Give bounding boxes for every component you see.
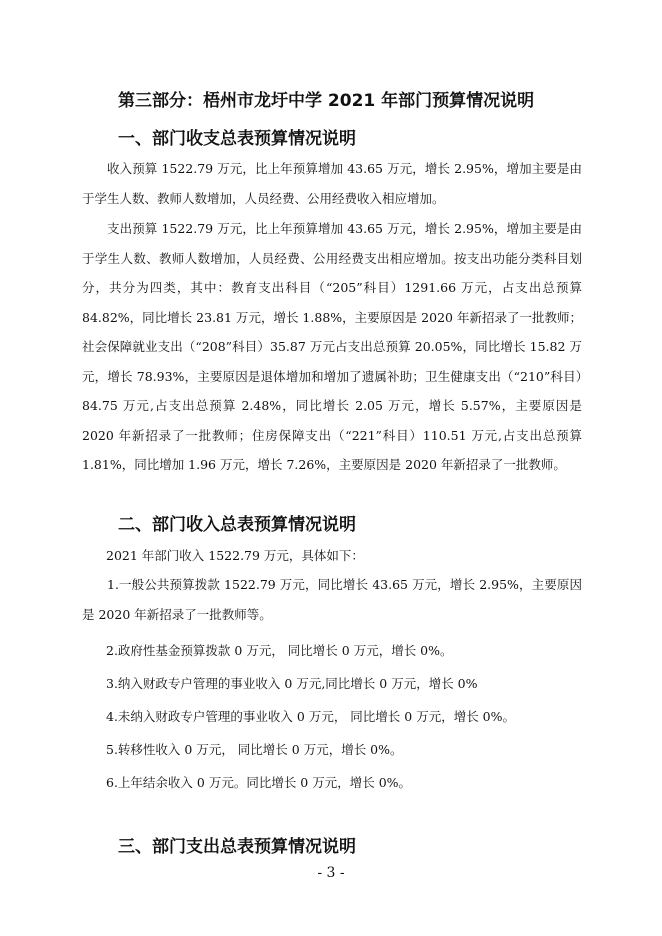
section-2-item-1: 1.一般公共预算拨款 1522.79 万元，同比增长 43.65 万元，增长 2.95%，主要原因是 2020 年新招录了一批教师等。 xyxy=(82,577,582,622)
section-2-item-2: 2.政府性基金预算拨款 0 万元， 同比增长 0 万元，增长 0%。 xyxy=(106,643,453,658)
section-1-paragraph-2: 支出预算 1522.79 万元，比上年预算增加 43.65 万元，增长 2.95%，增加主要是由于学生人数、教师人数增加，人员经费、公用经费支出相应增加。按支出功能分类科目划分，共分为四类，其中：教育支出科目（“205”科目）1291.66 万元，占支出总预算 84.82%，同比增长 23.81 万元，增长 1.88%，主要原因是 2020 年新招录了一批教师；社会保障就业支出（“208”科目）35.87 万元占支出总预算 20.05%，同比增长 15.82 万元，增长 78.93%，主要原因是退体增加和增加了遗属补助；卫生健康支出（“210”科目）84.75 万元,占支出总预算 2.48%，同比增长 2.05 万元，增长 5.57%，主要原因是 2020 年新招录了一批教师；住房保障支出（“221”科目）110.51 万元,占支出总预算 1.81%，同比增加 1.96 万元，增长 7.26%，主要原因是 2020 年新招录了一批教师。 xyxy=(82,221,582,472)
section-2-item-4: 4.未纳入财政专户管理的事业收入 0 万元， 同比增长 0 万元，增长 0%。 xyxy=(106,709,516,724)
page-title: 第三部分：梧州市龙圩中学 2021 年部门预算情况说明 xyxy=(118,91,535,111)
section-2-item-5: 5.转移性收入 0 万元， 同比增长 0 万元，增长 0%。 xyxy=(106,742,403,757)
section-1-heading: 一、部门收支总表预算情况说明 xyxy=(118,129,356,149)
section-2-item-6: 6.上年结余收入 0 万元。同比增长 0 万元，增长 0%。 xyxy=(106,775,412,790)
section-2-heading: 二、部门收入总表预算情况说明 xyxy=(118,515,356,535)
section-1-paragraph-1: 收入预算 1522.79 万元，比上年预算增加 43.65 万元，增长 2.95%，增加主要是由于学生人数、教师人数增加，人员经费、公用经费收入相应增加。 xyxy=(82,161,582,206)
section-2-intro: 2021 年部门收入 1522.79 万元，具体如下： xyxy=(106,548,364,563)
section-3-heading: 三、部门支出总表预算情况说明 xyxy=(118,837,356,857)
section-2-item-3: 3.纳入财政专户管理的事业收入 0 万元,同比增长 0 万元，增长 0% xyxy=(106,676,478,691)
page-number: - 3 - xyxy=(317,865,345,881)
